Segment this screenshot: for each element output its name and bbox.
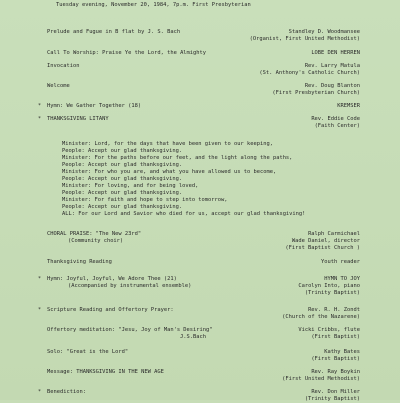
hymn-2-note: (Accompanied by instrumental ensemble) [68,283,192,289]
litany-line: People: Accept our glad thanksgiving. [62,204,183,210]
litany-line: Minister: For who you are, and what you have allowed us to become, [62,169,277,175]
hymn-2: Hymn: Joyful, Joyful, We Adore Thee (21) [47,276,177,282]
litany-affiliation: (Faith Center) [314,123,360,129]
hymn-2-tune: HYMN TO JOY [324,276,360,282]
litany-line: People: Accept our glad thanksgiving. [62,148,183,154]
prelude-title: Prelude and Fugue in B flat by J. S. Bach [47,29,181,35]
offertory-performer: Vicki Cribbs, flute [298,327,360,333]
litany-line: ALL: For our Lord and Savior who died for us, accept our glad thanksgiving! [62,211,306,217]
stand-marker: * [38,116,42,122]
call-to-worship: Call To Worship: Praise Ye the Lord, the Almighty [47,50,207,56]
service-header: Tuesday evening, November 20, 1984, 7p.m. First Presbyterian [56,2,251,8]
welcome: Welcome [47,83,70,89]
reading-reader: Youth reader [321,259,360,265]
message: Message: THANKSGIVING IN THE NEW AGE [47,369,164,375]
choral-praise: CHORAL PRAISE: "The New 23rd" [47,231,142,237]
litany-line: Minister: Lord, for the days that have been given to our keeping, [62,141,273,147]
prelude-performer: Standley D. Woodmansee [288,29,360,35]
benediction: Benediction: [47,389,86,395]
choral-director: Wade Daniel, director [291,238,360,244]
litany-title: THANKSGIVING LITANY [47,116,109,122]
thanksgiving-reading: Thanksgiving Reading [47,259,112,265]
scripture-affiliation: (Church of the Nazarene) [282,314,360,320]
invocation-affiliation: (St. Anthony's Catholic Church) [259,70,360,76]
call-tune: LOBE DEN HERREN [311,50,360,56]
litany-line: People: Accept our glad thanksgiving. [62,162,183,168]
litany-line: People: Accept our glad thanksgiving. [62,190,183,196]
stand-marker: * [38,307,42,313]
choral-choir: (Community choir) [68,238,124,244]
message-speaker: Rev. Ray Boykin [311,369,360,375]
invocation-leader: Rev. Larry Matula [304,63,360,69]
prelude-affiliation: (Organist, First United Methodist) [249,36,360,42]
offertory-affiliation: (First Baptist) [311,334,360,340]
solo-affiliation: (First Baptist) [311,356,360,362]
litany-line: Minister: For loving, and for being loved, [62,183,199,189]
message-affiliation: (First United Methodist) [282,376,360,382]
choral-affiliation: (First Baptist Church ) [285,245,360,251]
hymn-2-affiliation: (Trinity Baptist) [304,290,360,296]
offertory-meditation: Offertory meditation: "Jesu, Joy of Man's Desiring" [47,327,213,333]
litany-line: People: Accept our glad thanksgiving. [62,176,183,182]
welcome-affiliation: (First Presbyterian Church) [272,90,360,96]
stand-marker: * [38,389,42,395]
benediction-affiliation: (Trinity Baptist) [304,396,360,402]
hymn-1-tune: KREMSER [337,103,360,109]
hymn-2-pianist: Carolyn Into, piano [298,283,360,289]
scripture-leader: Rev. R. H. Zondt [308,307,360,313]
litany-line: Minister: For the paths before our feet, and the light along the paths, [62,155,293,161]
scripture-reading: Scripture Reading and Offertory Prayer: [47,307,174,313]
invocation: Invocation [47,63,80,69]
litany-line: Minister: For faith and hope to step into tomorrow, [62,197,228,203]
hymn-1: Hymn: We Gather Together (18) [47,103,142,109]
choral-composer: Ralph Carmichael [308,231,360,237]
stand-marker: * [38,276,42,282]
litany-leader: Rev. Eddie Code [311,116,360,122]
stand-marker: * [38,103,42,109]
solo: Solo: "Great is the Lord" [47,349,129,355]
welcome-leader: Rev. Doug Blanton [304,83,360,89]
offertory-composer: J.S.Bach [180,334,206,340]
solo-performer: Kathy Bates [324,349,360,355]
benediction-leader: Rev. Don Miller [311,389,360,395]
